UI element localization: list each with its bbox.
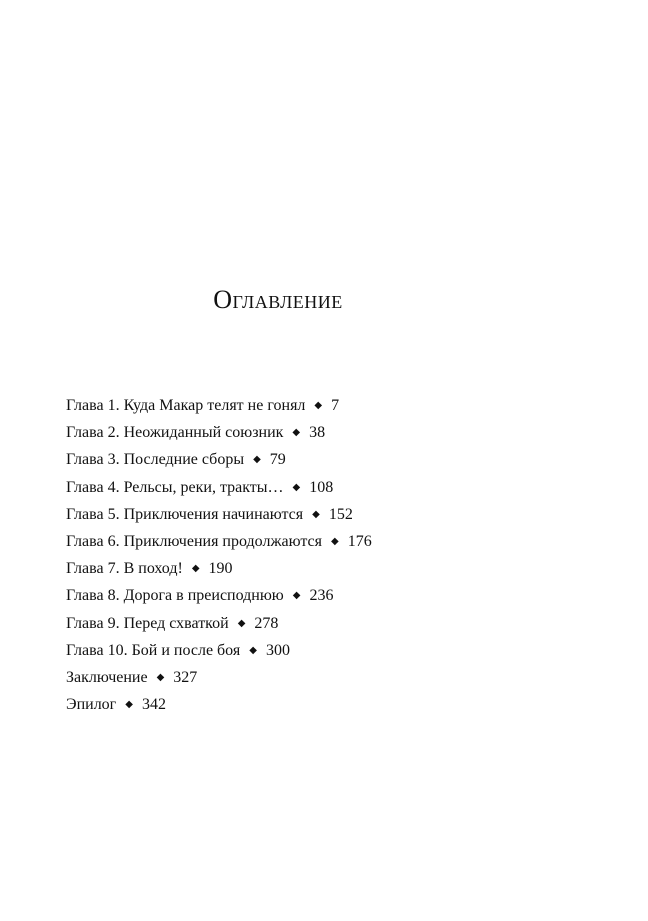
toc-entry-page: 152 [328,505,353,523]
toc-entry-page: 300 [265,641,290,659]
diamond-icon: ◆ [191,563,200,575]
toc-entry-page: 7 [331,397,340,414]
toc-entry-page: 79 [269,451,286,469]
toc-entry-title: Глава 1. Куда Макар телят не гонял [66,397,306,414]
toc-entry [66,667,372,694]
toc-entry [66,613,372,640]
toc-entry-page: 327 [173,668,198,686]
diamond-icon: ◆ [253,454,261,466]
toc-entry-page: 236 [309,587,334,605]
diamond-icon: ◆ [125,699,133,711]
toc-entry-title: Глава 9. Перед схваткой [66,614,229,632]
toc-entry-title: Глава 5. Приключения начинаются [66,505,304,523]
toc-entry-title: Глава 3. Последние сборы [66,451,245,469]
toc-entry [66,422,372,449]
toc-entry-page: 190 [208,560,233,578]
toc-entry-page: 108 [309,478,334,496]
toc-entry-title: Глава 8. Дорога в преисподнюю [66,587,284,605]
toc-entry-title: Глава 2. Неожиданный союзник [66,424,284,442]
diamond-icon: ◆ [156,671,165,683]
diamond-icon: ◆ [237,617,246,629]
page-title: Оглавление [213,285,343,314]
toc-entry [66,558,372,585]
toc-entry-title: Глава 4. Рельсы, реки, тракты… [66,478,284,496]
toc-entry [66,504,372,531]
toc-entry-page: 176 [347,532,372,550]
toc-list [66,395,372,721]
toc-entry-title: Глава 7. В поход! [66,560,183,578]
toc-entry [66,477,372,504]
diamond-icon: ◆ [314,400,323,411]
toc-entry-title: Заключение [66,668,148,686]
toc-entry [66,531,372,558]
toc-entry-title: Глава 10. Бой и после боя [66,641,241,659]
diamond-icon: ◆ [331,535,339,547]
toc-entry-page: 342 [141,696,166,714]
toc-entry-page: 278 [254,614,279,632]
toc-entry-title: Глава 6. Приключения продолжаются [66,532,322,550]
toc-entry-page: 38 [309,424,326,442]
toc-entry [66,694,372,721]
diamond-icon: ◆ [249,644,257,656]
diamond-icon: ◆ [312,508,320,520]
diamond-icon: ◆ [292,590,301,602]
toc-entry [66,395,372,422]
toc-entry-title: Эпилог [66,696,117,714]
toc-entry [66,449,372,476]
diamond-icon: ◆ [292,427,301,439]
diamond-icon: ◆ [292,481,301,493]
toc-entry [66,585,372,612]
toc-entry [66,640,372,667]
